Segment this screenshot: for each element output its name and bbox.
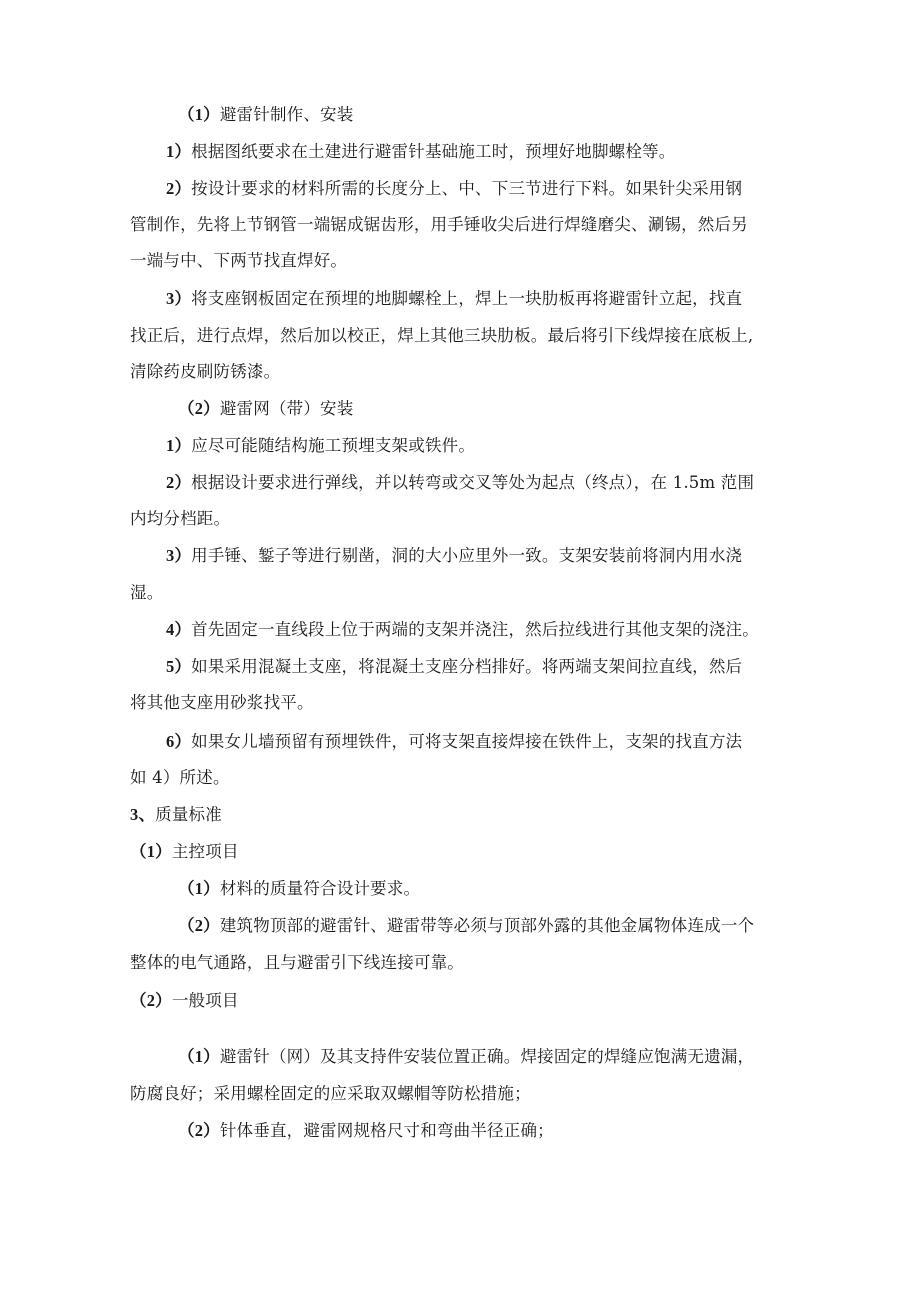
subsection-heading-general: （2）一般项目	[130, 991, 239, 1010]
paragraph-line: 1）根据图纸要求在土建进行避雷针基础施工时，预埋好地脚螺栓等。	[166, 142, 676, 161]
section-heading-quality-standard: 3、质量标准	[130, 805, 222, 824]
paragraph-line: 如 4）所述。	[130, 768, 230, 787]
paragraph-line: 5）如果采用混凝土支座，将混凝土支座分档排好。将两端支架间拉直线，然后	[166, 657, 743, 676]
paragraph-line: 3）将支座钢板固定在预埋的地脚螺栓上，焊上一块肋板再将避雷针立起，找直	[166, 289, 743, 308]
paragraph-line: （1）材料的质量符合设计要求。	[178, 879, 421, 898]
paragraph-line: 内均分档距。	[130, 509, 231, 528]
paragraph-line: 1）应尽可能随结构施工预埋支架或铁件。	[166, 436, 476, 455]
paragraph-line: 将其他支座用砂浆找平。	[130, 693, 314, 712]
paragraph-line: 4）首先固定一直线段上位于两端的支架并浇注，然后拉线进行其他支架的浇注。	[166, 620, 759, 639]
paragraph-line: 整体的电气通路，且与避雷引下线连接可靠。	[130, 953, 464, 972]
section-heading-lightning-net: （2）避雷网（带）安装	[178, 399, 354, 418]
paragraph-line: 一端与中、下两节找直焊好。	[130, 251, 348, 270]
paragraph-line: 6）如果女儿墙预留有预埋铁件，可将支架直接焊接在铁件上，支架的找直方法	[166, 732, 743, 751]
paragraph-line: 湿。	[130, 583, 164, 602]
paragraph-line: （1）避雷针（网）及其支持件安装位置正确。焊接固定的焊缝应饱满无遗漏，	[178, 1047, 755, 1066]
paragraph-line: 管制作，先将上节钢管一端锯成锯齿形，用手锤收尖后进行焊缝磨尖、涮锡，然后另	[130, 215, 748, 234]
paragraph-line: （2）针体垂直，避雷网规格尺寸和弯曲半径正确；	[178, 1121, 554, 1140]
paragraph-line: 3）用手锤、錾子等进行剔凿，洞的大小应里外一致。支架安装前将洞内用水浇	[166, 546, 743, 565]
paragraph-line: 2）按设计要求的材料所需的长度分上、中、下三节进行下料。如果针尖采用钢	[166, 179, 743, 198]
paragraph-line: 清除药皮刷防锈漆。	[130, 362, 281, 381]
subsection-heading-main-control: （1）主控项目	[130, 842, 239, 861]
paragraph-line: 2）根据设计要求进行弹线，并以转弯或交叉等处为起点（终点），在 1.5m 范围	[166, 473, 755, 492]
section-heading-lightning-rod: （1）避雷针制作、安装	[178, 105, 354, 124]
paragraph-line: 防腐良好；采用螺栓固定的应采取双螺帽等防松措施；	[130, 1084, 531, 1103]
paragraph-line: （2）建筑物顶部的避雷针、避雷带等必须与顶部外露的其他金属物体连成一个	[178, 916, 755, 935]
paragraph-line: 找正后，进行点焊，然后加以校正，焊上其他三块肋板。最后将引下线焊接在底板上,	[130, 326, 754, 345]
